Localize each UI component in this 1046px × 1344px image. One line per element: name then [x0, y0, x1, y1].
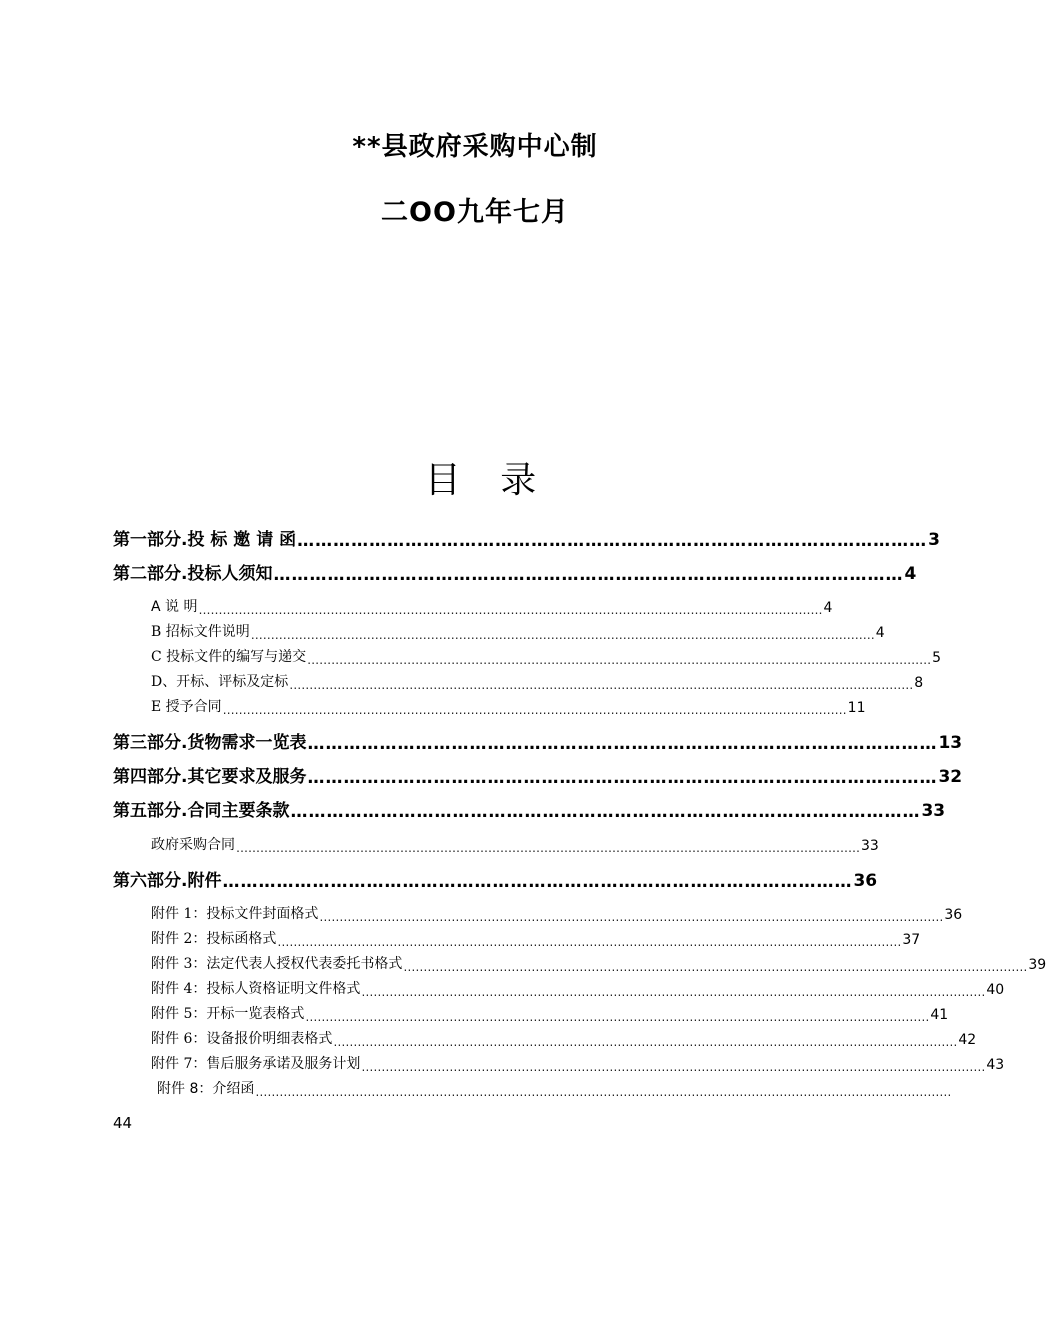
- toc-page-number: 43: [986, 1057, 1005, 1073]
- toc-item-label: 附件 3：法定代表人授权代表委托书格式: [151, 956, 403, 972]
- toc-item[interactable]: [151, 1028, 977, 1049]
- toc-item-label: 附件 8：介绍函: [157, 1081, 255, 1097]
- toc-title: 目 录: [424, 460, 551, 501]
- toc-item[interactable]: [157, 1078, 952, 1099]
- toc-page-number: 3: [928, 530, 940, 550]
- toc-part-title: 合同主要条款: [187, 801, 290, 821]
- toc-item-label: 附件 4：投标人资格证明文件格式: [151, 981, 361, 997]
- toc-part-6[interactable]: [113, 867, 878, 892]
- toc-item[interactable]: [151, 596, 833, 617]
- toc-leader: …………………………………………………………………………………………………………………………………………: [307, 653, 932, 667]
- toc-page-number: 4: [875, 625, 885, 641]
- toc-page-number: 44: [113, 1114, 133, 1132]
- toc-leader: …………………………………………………………………………………………………………………………………………: [319, 910, 944, 924]
- toc-page-number: 11: [847, 700, 866, 716]
- toc-item-label: 附件 2：投标函格式: [151, 931, 277, 947]
- toc-item-label: 附件 6：设备报价明细表格式: [151, 1031, 333, 1047]
- toc-leader: …………………………………………………………………………………………………………………………………………: [250, 628, 875, 642]
- toc-leader: …………………………………………………………………………………………………………………………………………: [289, 678, 914, 692]
- toc-part-1[interactable]: [113, 526, 940, 551]
- toc-page-number: 37: [902, 932, 921, 948]
- toc-item[interactable]: [151, 834, 879, 855]
- toc-part-number: 第三部分.: [113, 733, 188, 753]
- toc-item[interactable]: [151, 1053, 1005, 1074]
- toc-part-2[interactable]: [113, 560, 917, 585]
- toc-part-title: 附件: [187, 871, 222, 891]
- toc-item-label: 附件 7：售后服务承诺及服务计划: [151, 1056, 361, 1072]
- toc-page-number: 33: [921, 801, 946, 821]
- toc-item[interactable]: [151, 1003, 949, 1024]
- toc-part-number: 第四部分.: [113, 767, 188, 787]
- toc-page-number: 41: [930, 1007, 949, 1023]
- toc-leader: …………………………………………………………………………………………………………………………………………: [198, 603, 823, 617]
- toc-part-3[interactable]: [113, 729, 963, 754]
- toc-item-label: 附件 5：开标一览表格式: [151, 1006, 305, 1022]
- toc-item[interactable]: [151, 978, 1005, 999]
- toc-leader: ……………………………………………………………………………………………: [273, 565, 904, 585]
- toc-leader: …………………………………………………………………………………………………………………………………………: [361, 1060, 986, 1074]
- toc-leader: ……………………………………………………………………………………………: [297, 531, 928, 551]
- toc-item-label: A 说 明: [151, 599, 198, 615]
- toc-item-label: 政府采购合同: [151, 837, 235, 853]
- toc-page-number: 13: [938, 733, 963, 753]
- toc-item-label: D、开标、评标及定标: [151, 674, 289, 690]
- toc-page-number: 40: [986, 982, 1005, 998]
- toc-page-number: 4: [823, 600, 833, 616]
- toc-leader: …………………………………………………………………………………………………………………………………………: [222, 703, 847, 717]
- toc-leader: …………………………………………………………………………………………………………………………………………: [361, 985, 986, 999]
- toc-item[interactable]: [151, 646, 942, 667]
- toc-part-title: 投标人须知: [187, 564, 273, 584]
- toc-part-number: 第二部分.: [113, 564, 188, 584]
- toc-page-number: 4: [904, 564, 917, 584]
- cover-organization: **县政府采购中心制: [352, 132, 598, 162]
- toc-leader: ……………………………………………………………………………………………: [307, 734, 938, 754]
- toc-item-label: E 授予合同: [151, 699, 222, 715]
- cover-date: 二OO九年七月: [381, 197, 569, 228]
- toc-leader: ……………………………………………………………………………………………: [307, 768, 938, 788]
- toc-part-5[interactable]: [113, 797, 946, 822]
- toc-leader: …………………………………………………………………………………………………………………………………………: [333, 1035, 958, 1049]
- toc-leader: …………………………………………………………………………………………………………………………………………: [277, 935, 902, 949]
- toc-part-number: 第五部分.: [113, 801, 188, 821]
- toc-part-title: 投 标 邀 请 函: [187, 530, 297, 550]
- toc-part-number: 第六部分.: [113, 871, 188, 891]
- toc-page-number: 33: [861, 838, 879, 854]
- toc-leader: ……………………………………………………………………………………………: [222, 872, 853, 892]
- toc-page-number: 32: [938, 767, 963, 787]
- toc-item[interactable]: [151, 696, 866, 717]
- toc-leader: …………………………………………………………………………………………………………………………………………: [236, 841, 860, 855]
- toc-page-number: 5: [932, 650, 942, 666]
- toc-leader: …………………………………………………………………………………………………………………………………………: [403, 960, 1028, 974]
- toc-item-label: B 招标文件说明: [151, 624, 250, 640]
- toc-page-number: 39: [1028, 957, 1046, 973]
- toc-part-4[interactable]: [113, 763, 963, 788]
- toc-leader: ……………………………………………………………………………………………: [290, 802, 921, 822]
- toc-leader: …………………………………………………………………………………………………………………………………………………………: [255, 1085, 952, 1099]
- toc-item[interactable]: [151, 621, 885, 642]
- toc-item[interactable]: [151, 903, 963, 924]
- toc-part-number: 第一部分.: [113, 530, 188, 550]
- toc-page-number: 36: [853, 871, 878, 891]
- toc-leader: …………………………………………………………………………………………………………………………………………: [305, 1010, 930, 1024]
- toc-page-number: 36: [944, 907, 963, 923]
- toc-item[interactable]: [151, 671, 924, 692]
- toc-part-title: 货物需求一览表: [187, 733, 307, 753]
- toc-item[interactable]: [151, 928, 921, 949]
- toc-page-number: 8: [914, 675, 924, 691]
- toc-item-label: C 投标文件的编写与递交: [151, 649, 307, 665]
- toc-item-label: 附件 1：投标文件封面格式: [151, 906, 319, 922]
- toc-page-number: 42: [958, 1032, 977, 1048]
- toc-part-title: 其它要求及服务: [187, 767, 307, 787]
- toc-item[interactable]: [151, 953, 1046, 974]
